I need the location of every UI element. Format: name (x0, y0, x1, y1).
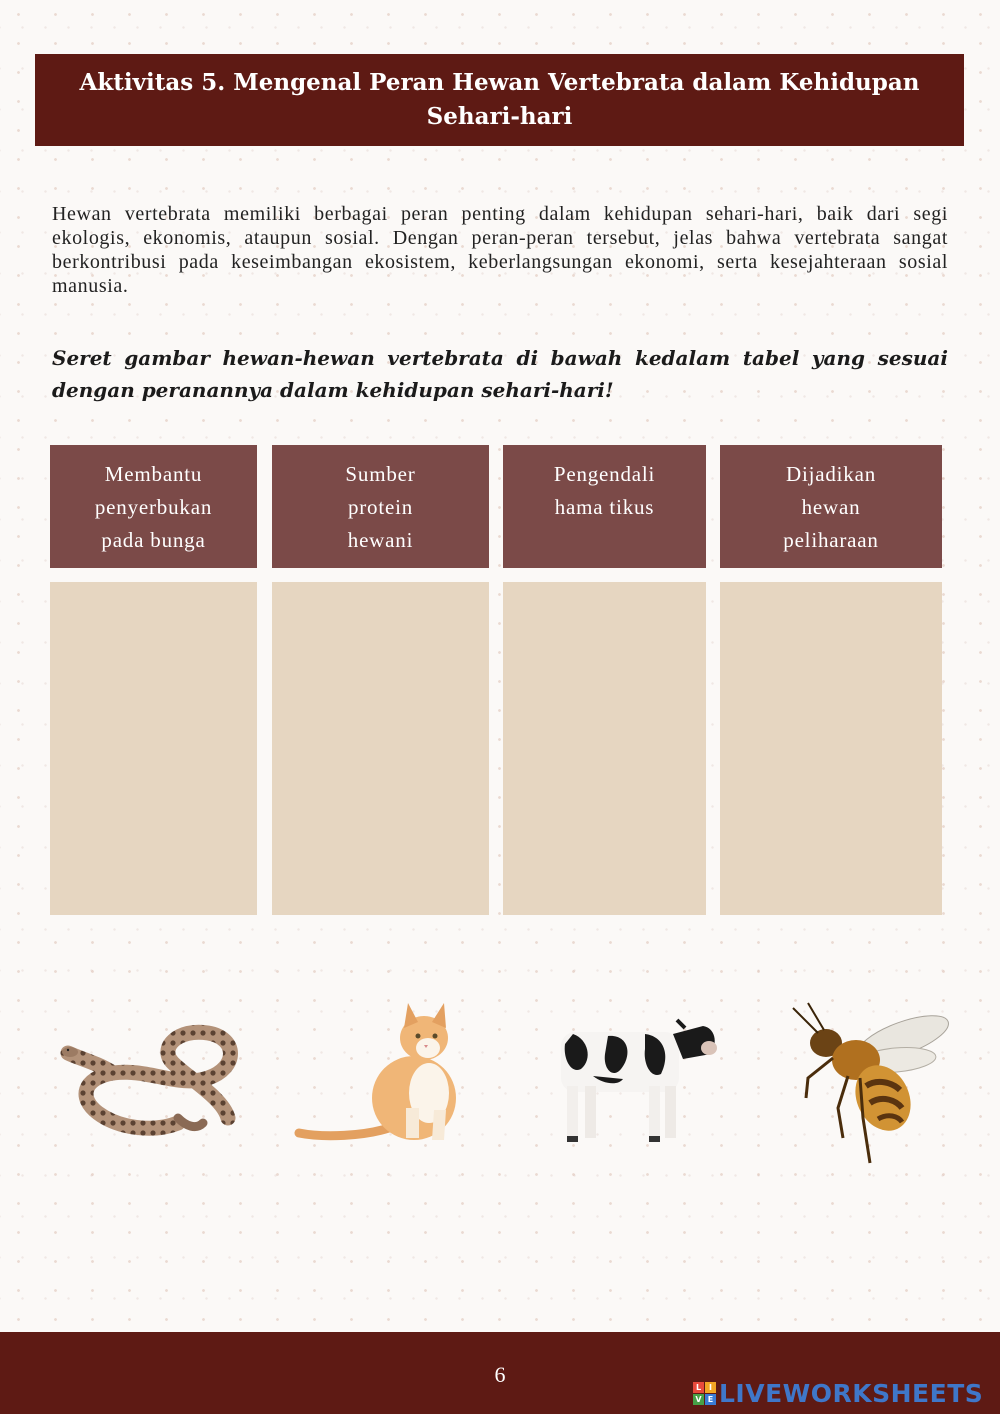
logo-letter: E (705, 1394, 716, 1405)
intro-paragraph: Hewan vertebrata memiliki berbagai peran penting dalam kehidupan sehari-hari, baik dari segi ekologis, ekonomis, ataupun sosial. Dengan peran-peran tersebut, jelas bahwa vertebrata sangat berkontribusi pada keseimbangan ekosistem, keberlangsungan ekonomi, serta kesejahteraan sosial manusia. (52, 203, 948, 297)
drop-zone-pest-control[interactable] (503, 582, 706, 915)
column-header-line: Sumber (345, 462, 416, 486)
liveworksheets-logo-text: LIVEWORKSHEETS (719, 1378, 984, 1408)
column-header-line: hewani (347, 528, 414, 552)
drop-zone-pollination[interactable] (50, 582, 257, 915)
column-header-line: hewan (801, 495, 861, 519)
title-line-1: Aktivitas 5. Mengenal Peran Hewan Vertebrata dalam Kehidupan (79, 69, 920, 96)
column-header-line: peliharaan (783, 528, 879, 552)
title-line-2: Sehari-hari (426, 103, 573, 130)
column-header-pet (720, 445, 942, 568)
drop-zone-protein[interactable] (272, 582, 489, 915)
column-header-protein (272, 445, 489, 568)
column-header-line: Dijadikan (785, 462, 876, 486)
drop-zone-pet[interactable] (720, 582, 942, 915)
logo-letter: L (693, 1382, 704, 1393)
logo-letter: I (705, 1382, 716, 1393)
column-header-line: Pengendali (553, 462, 656, 486)
column-header-line: penyerbukan (94, 495, 213, 519)
column-header-line: hama tikus (554, 495, 655, 519)
snake-icon[interactable] (58, 1018, 253, 1138)
column-header-pest-control (503, 445, 706, 568)
page-number: 6 (494, 1362, 506, 1387)
column-header-pollination (50, 445, 257, 568)
instruction-text: Seret gambar hewan-hewan vertebrata di bawah kedalam tabel yang sesuai dengan peranannya dalam kehidupan sehari-hari! (52, 346, 948, 402)
liveworksheets-logo (693, 1378, 983, 1408)
column-header-line: pada bunga (101, 528, 206, 552)
cat-icon[interactable] (294, 998, 466, 1146)
liveworksheets-logo-icon (693, 1382, 716, 1405)
logo-letter: V (693, 1394, 704, 1405)
column-header-line: protein (347, 495, 414, 519)
column-header-line: Membantu (104, 462, 203, 486)
bee-icon[interactable] (778, 998, 952, 1166)
title-bar (35, 54, 964, 146)
cow-icon[interactable] (553, 1014, 719, 1146)
